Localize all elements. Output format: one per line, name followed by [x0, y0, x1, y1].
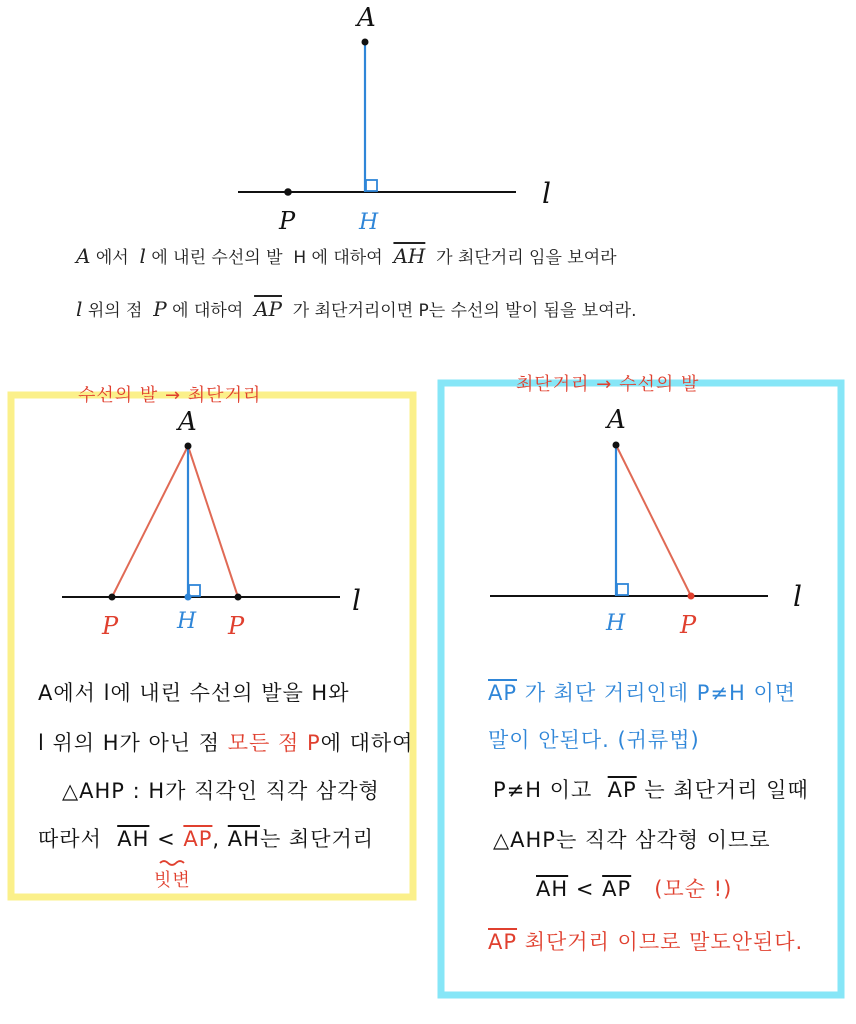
statement-2 — [76, 296, 636, 321]
statement-1-l: l — [139, 244, 146, 268]
statement-2-text-3: 가 최단거리이면 P는 수선의 발이 됨을 보여라. — [292, 301, 637, 321]
left-line-4-AH2: $\overline{AH}$ — [227, 827, 260, 851]
right-point-P — [688, 593, 695, 600]
left-line-4-a: 따라서 — [38, 827, 102, 851]
top-diagram — [238, 3, 551, 235]
right-line-5 — [536, 873, 732, 903]
right-label-P: P — [680, 611, 697, 639]
top-label-H: H — [359, 210, 379, 235]
right-segment-AP — [616, 445, 691, 596]
top-label-P: P — [279, 207, 296, 235]
top-right-angle-mark — [366, 180, 377, 191]
statement-2-l: l — [76, 297, 83, 321]
left-point-A — [185, 443, 192, 450]
right-line-3 — [493, 774, 809, 804]
left-point-P2 — [235, 594, 242, 601]
right-line-6-b: 최단거리 이므로 말도안된다. — [524, 930, 804, 954]
right-label-H: H — [606, 611, 626, 636]
statement-2-P: P — [153, 297, 167, 321]
left-line-2 — [38, 727, 413, 757]
statement-1-A: A — [76, 244, 91, 268]
left-box-title: 수선의 발 → 최단거리 — [78, 385, 262, 406]
right-line-4: △AHP는 직각 삼각형 이므로 — [493, 828, 771, 852]
right-line-3-c: 는 최단거리 일때 — [644, 778, 809, 802]
right-line-6-AP: $\overline{AP}$ — [488, 930, 518, 954]
left-label-P2: P — [228, 612, 245, 640]
statement-1-AH: $\overline{AH}$ — [393, 244, 426, 268]
right-point-A — [613, 442, 620, 449]
left-line-4-AP: $\overline{AP}$ — [183, 827, 213, 851]
right-line-3-a: P≠H 이고 — [493, 778, 593, 802]
right-line-5-AH: $\overline{AH}$ — [536, 877, 569, 901]
left-squiggle-underline — [160, 861, 184, 865]
left-line-2-c: 에 대하여 — [320, 731, 414, 755]
left-point-P1 — [109, 594, 116, 601]
right-line-5-lt: < — [575, 877, 595, 901]
left-line-4 — [38, 823, 374, 853]
left-label-A: A — [178, 407, 197, 437]
right-label-l: l — [793, 580, 802, 613]
top-label-A: A — [357, 3, 376, 33]
left-line-3: △AHP : H가 직각인 직각 삼각형 — [62, 779, 380, 803]
right-line-5-contradiction: (모순 !) — [654, 877, 733, 901]
left-label-l: l — [352, 584, 361, 617]
left-line-2-a: l 위의 H가 아닌 점 — [38, 731, 221, 755]
right-line-3-AP: $\overline{AP}$ — [607, 778, 637, 802]
left-box — [11, 395, 413, 897]
right-right-angle-mark — [617, 584, 628, 595]
right-line-1 — [488, 677, 796, 707]
right-line-5-AP: $\overline{AP}$ — [602, 877, 632, 901]
statement-2-AP: $\overline{AP}$ — [254, 297, 282, 321]
right-line-1-b: 가 최단 거리인데 P≠H 이면 — [524, 681, 797, 705]
statement-1-H: H — [293, 248, 307, 268]
statement-1-text-3: 에 대하여 — [311, 248, 383, 268]
left-right-angle-mark — [189, 585, 200, 596]
right-line-6 — [488, 926, 803, 956]
statement-1 — [76, 243, 617, 268]
left-line-4-comma: , — [212, 827, 221, 851]
statement-2-text-1: 위의 점 — [87, 301, 143, 321]
right-line-1-AP: $\overline{AP}$ — [488, 681, 518, 705]
left-line-4-g: 는 최단거리 — [259, 827, 375, 851]
left-line-4-lt: < — [157, 827, 176, 851]
statement-2-text-2: 에 대하여 — [172, 301, 244, 321]
top-point-A — [362, 39, 369, 46]
left-line-1: A에서 l에 내린 수선의 발을 H와 — [38, 681, 350, 705]
left-line-2-b: 모든 점 P — [227, 731, 321, 755]
left-segment-AP2 — [188, 446, 238, 597]
left-label-P1: P — [102, 612, 119, 640]
top-label-l: l — [542, 177, 551, 210]
statement-1-text-1: 에서 — [95, 248, 129, 268]
left-point-H — [185, 594, 192, 601]
left-note-hypotenuse: 빗변 — [154, 870, 191, 891]
left-line-4-AH: $\overline{AH}$ — [117, 827, 150, 851]
left-label-H: H — [177, 609, 197, 634]
statement-1-text-4: 가 최단거리 임을 보여라 — [436, 248, 617, 268]
right-line-2: 말이 안된다. (귀류법) — [488, 728, 700, 752]
top-point-P — [284, 188, 292, 196]
right-box-title: 최단거리 → 수선의 발 — [516, 374, 700, 395]
right-label-A: A — [607, 405, 626, 435]
statement-1-text-2: 에 내린 수선의 발 — [151, 248, 283, 268]
left-box-frame — [11, 395, 413, 897]
left-segment-AP1 — [112, 446, 188, 597]
